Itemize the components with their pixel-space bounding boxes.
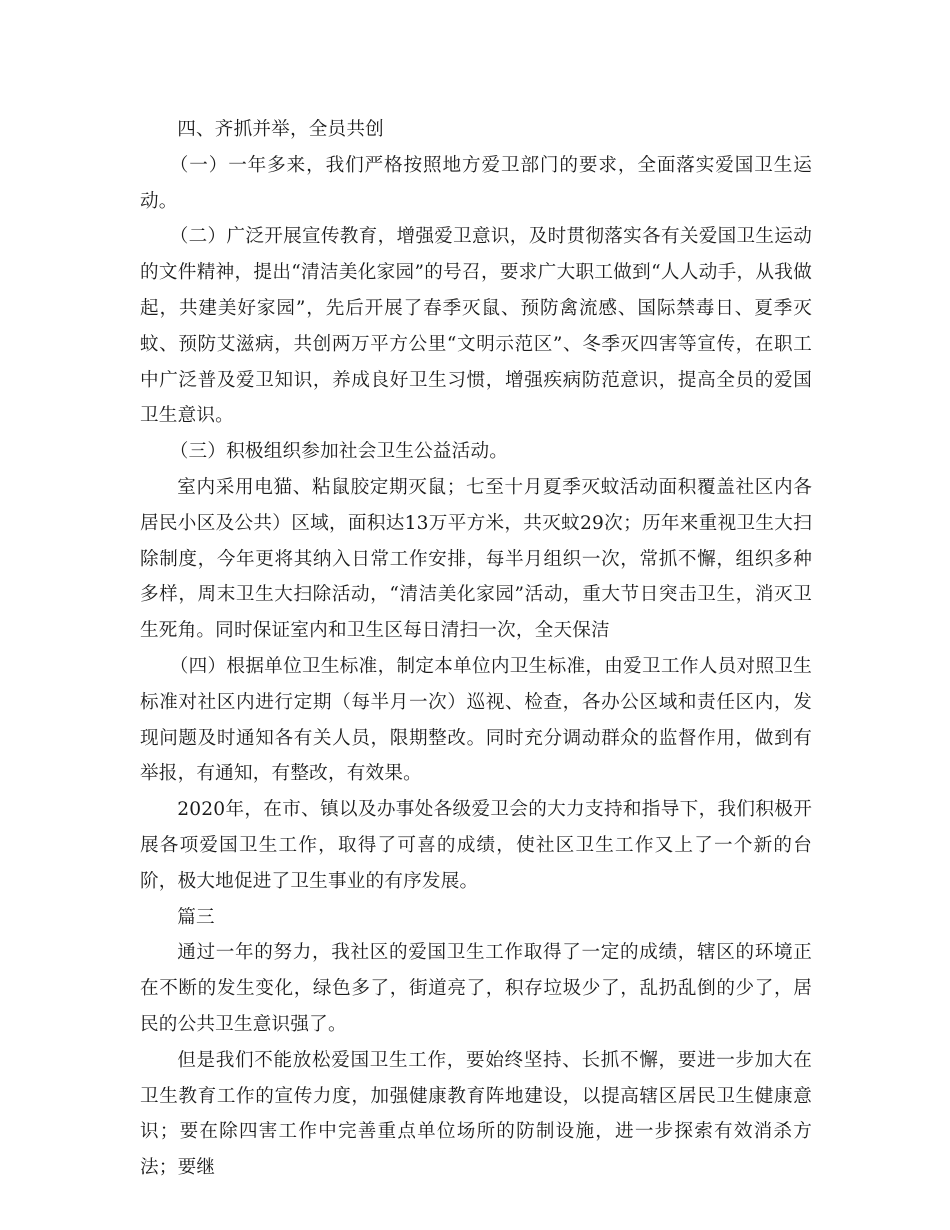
paragraph-item-1: （一）一年多来，我们严格按照地方爱卫部门的要求，全面落实爱国卫生运动。 — [140, 154, 812, 212]
paragraph-item-2: （二）广泛开展宣传教育，增强爱卫意识，及时贯彻落实各有关爱国卫生运动的文件精神，提出“清洁美化家园”的号召，要求广大职工做到“人人动手，从我做起，共建美好家园”，先后开展了春季灭鼠、预防禽流感、国际禁毒日、夏季灭蚊、预防艾滋病，共创两万平方公里“文明示范区”、冬季灭四害等宣传，在职工中广泛普及爱卫知识，养成良好卫生习惯，增强疾病防范意识，提高全员的爱国卫生意识。 — [140, 226, 812, 427]
paragraph-body-1: 室内采用电猫、粘鼠胶定期灭鼠；七至十月夏季灭蚊活动面积覆盖社区内各居民小区及公共）区域，面积达13万平方米，共灭蚊29次；历年来重视卫生大扫除制度，今年更将其纳入日常工作安排，每半月组织一次，常抓不懈，组织多种多样，周末卫生大扫除活动，“清洁美化家园”活动，重大节日突击卫生，消灭卫生死角。同时保证室内和卫生区每日清扫一次，全天保洁 — [140, 476, 812, 642]
paragraph-body-2: 通过一年的努力，我社区的爱国卫生工作取得了一定的成绩，辖区的环境正在不断的发生变化，绿色多了，街道亮了，积存垃圾少了，乱扔乱倒的少了，居民的公共卫生意识强了。 — [140, 942, 812, 1035]
section-heading: 四、齐抓并举，全员共创 — [177, 119, 384, 140]
document-body — [140, 112, 812, 1186]
chapter-heading: 篇三 — [177, 906, 215, 928]
paragraph-item-3: （三）积极组织参加社会卫生公益活动。 — [169, 441, 509, 463]
paragraph-item-4: （四）根据单位卫生标准，制定本单位内卫生标准，由爱卫工作人员对照卫生标准对社区内进行定期（每半月一次）巡视、检查，各办公区域和责任区内，发现问题及时通知各有关人员，限期整改。同时充分调动群众的监督作用，做到有举报，有通知，有整改，有效果。 — [140, 655, 812, 785]
paragraph-body-3: 但是我们不能放松爱国卫生工作，要始终坚持、长抓不懈，要进一步加大在卫生教育工作的宣传力度，加强健康教育阵地建设，以提高辖区居民卫生健康意识；要在除四害工作中完善重点单位场所的防制设施，进一步探索有效消杀方法；要继 — [140, 1049, 812, 1179]
paragraph-summary: 2020年，在市、镇以及办事处各级爱卫会的大力支持和指导下，我们积极开展各项爱国卫生工作，取得了可喜的成绩，使社区卫生工作又上了一个新的台阶，极大地促进了卫生事业的有序发展。 — [140, 799, 812, 892]
